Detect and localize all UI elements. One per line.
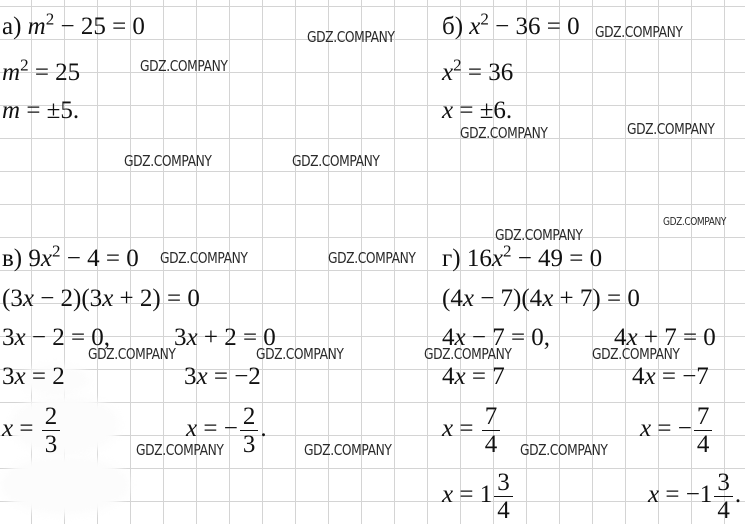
eq-g-1: г) $16x^2 - 49 = 0$ xyxy=(442,241,603,272)
watermark: GDZ.COMPANY xyxy=(292,152,380,170)
watermark: GDZ.COMPANY xyxy=(136,441,224,459)
eq-v-2: (3x − 2)(3x + 2) = 0 xyxy=(2,285,200,312)
label-v: в) xyxy=(2,245,23,272)
label-g: г) xyxy=(442,245,461,272)
eq-v-6: 3x = −2 xyxy=(184,363,261,390)
watermark: GDZ.COMPANY xyxy=(124,152,212,170)
eq-v-4: 3x + 2 = 0 xyxy=(174,324,276,351)
watermark: GDZ.COMPANY xyxy=(495,226,583,244)
eq-g-8: x = − $\frac{7}{4}$ xyxy=(640,404,714,457)
eq-v-8: x = − $\frac{2}{3}$ . xyxy=(186,403,267,458)
eq-g-2: (4x − 7)(4x + 7) = 0 xyxy=(442,285,640,312)
eq-v-3: 3x − 2 = 0, xyxy=(2,324,111,351)
watermark: GDZ.COMPANY xyxy=(88,345,176,363)
eq-v-1: в) $9x^2 - 4 = 0$ xyxy=(2,241,139,272)
watermark: GDZ.COMPANY xyxy=(460,124,548,142)
watermark: GDZ.COMPANY xyxy=(256,345,344,363)
eq-g-9: x = 1 $\frac{3}{4}$ xyxy=(442,470,515,523)
eq-a-3: m = ±5. xyxy=(2,97,80,124)
watermark: GDZ.COMPANY xyxy=(663,215,726,228)
eq-v-7: x = $\frac{2}{3}$ xyxy=(2,404,62,457)
eq-g-5: 4x = 7 xyxy=(442,363,505,390)
watermark: GDZ.COMPANY xyxy=(424,345,512,363)
eq-b-1: б) $x^2 - 36 = 0$ xyxy=(442,9,580,40)
watermark: GDZ.COMPANY xyxy=(140,57,228,75)
eq-v-5: 3x = 2 xyxy=(2,363,65,390)
watermark: GDZ.COMPANY xyxy=(328,249,416,267)
eq-a-2: $m^2 = 25$ xyxy=(2,55,81,86)
eq-g-3: 4x − 7 = 0, xyxy=(442,324,551,351)
label-a: а) xyxy=(2,13,22,40)
label-b: б) xyxy=(442,13,464,40)
eq-b-2: $x^2 = 36$ xyxy=(442,55,514,86)
watermark: GDZ.COMPANY xyxy=(520,441,608,459)
watermark: GDZ.COMPANY xyxy=(592,345,680,363)
watermark: GDZ.COMPANY xyxy=(595,23,683,41)
eq-b-3: x = ±6. xyxy=(442,97,513,124)
eq-g-7: x = $\frac{7}{4}$ xyxy=(442,404,502,457)
watermark: GDZ.COMPANY xyxy=(160,249,248,267)
eq-a-1: а) $m^2 - 25 = 0$ xyxy=(2,9,145,40)
eq-g-4: 4x + 7 = 0 xyxy=(614,324,716,351)
eq-g-10: x = −1 $\frac{3}{4}$ . xyxy=(648,469,742,524)
watermark: GDZ.COMPANY xyxy=(627,120,715,138)
smudge xyxy=(0,455,130,515)
watermark: GDZ.COMPANY xyxy=(304,441,392,459)
eq-g-6: 4x = −7 xyxy=(632,363,709,390)
watermark: GDZ.COMPANY xyxy=(307,28,395,46)
